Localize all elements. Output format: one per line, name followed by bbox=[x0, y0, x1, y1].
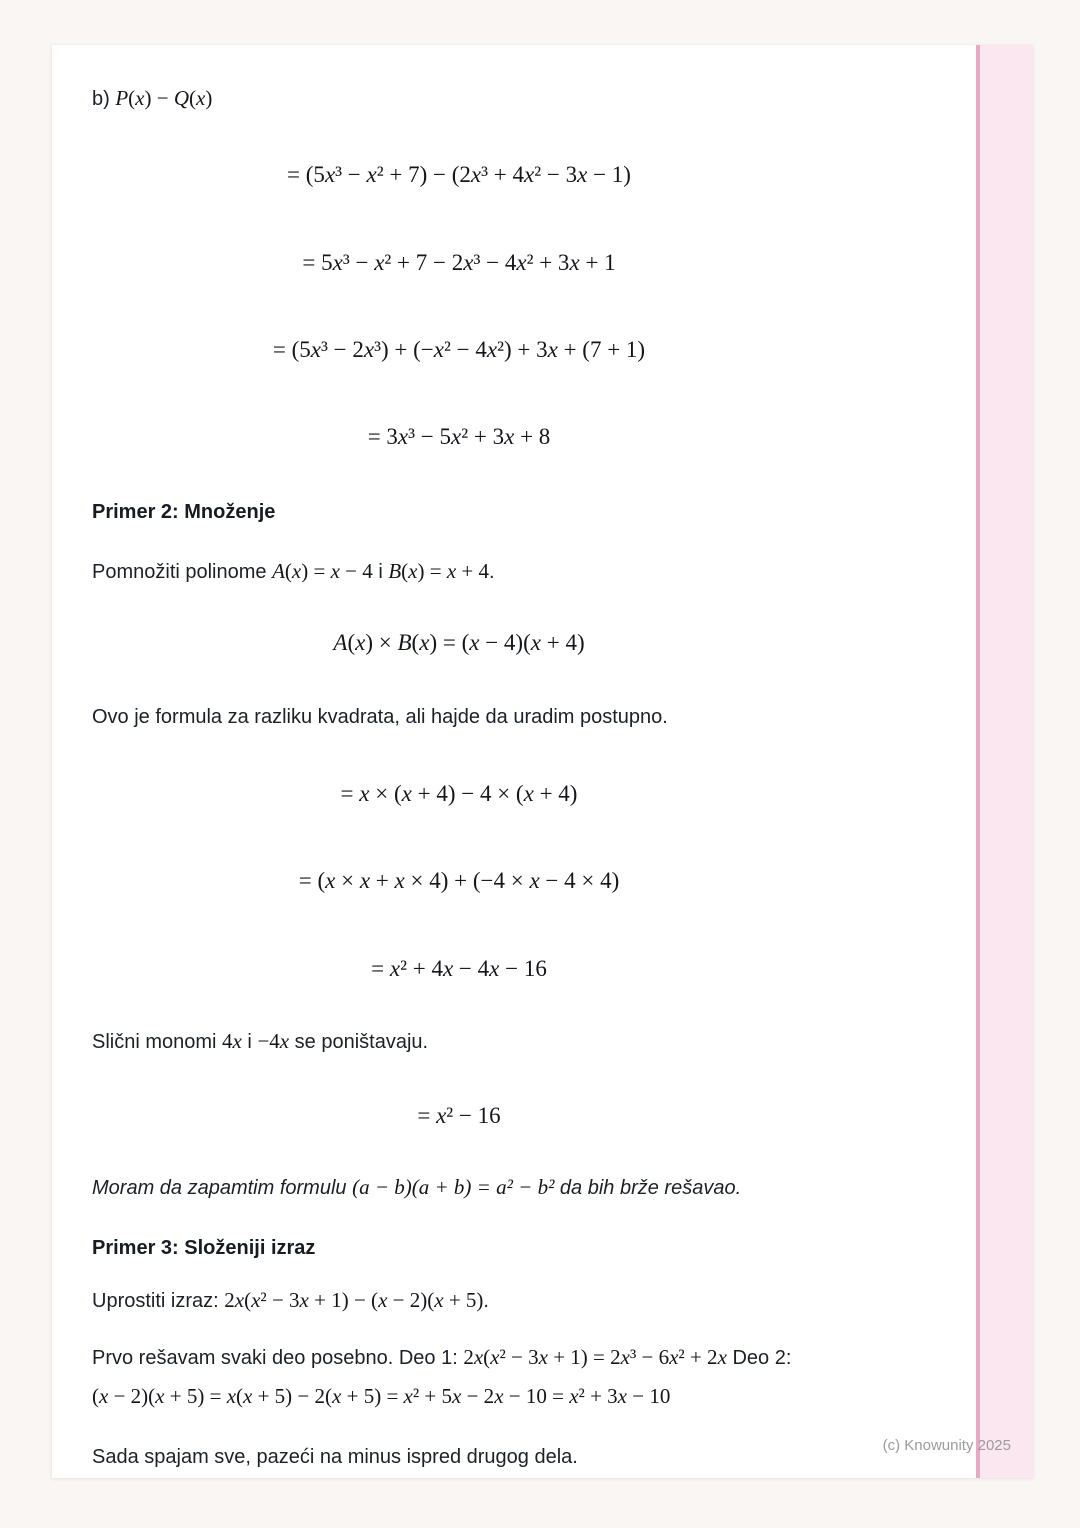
inline-text: . bbox=[483, 1290, 489, 1312]
paragraph-sada-spajam: Sada spajam sve, pazeći na minus ispred drugog dela. bbox=[92, 1446, 578, 1468]
equation-subtraction-step-2: = 5x³ − x² + 7 − 2x³ − 4x² + 3x + 1 bbox=[302, 250, 616, 275]
equation-multiplication-step-1: = x × (x + 4) − 4 × (x + 4) bbox=[340, 781, 578, 806]
paragraph-uprostiti bbox=[92, 1285, 933, 1316]
equation-multiplication-setup: A(x) × B(x) = (x − 4)(x + 4) bbox=[333, 630, 585, 655]
inline-text: Deo 2: bbox=[726, 1347, 792, 1369]
inline-math: P(x) − Q(x) bbox=[115, 86, 213, 110]
inline-math: (a − b)(a + b) = a² − b² bbox=[352, 1175, 555, 1199]
inline-math: 2x(x² − 3x + 1) = 2x³ − 6x² + 2x bbox=[463, 1345, 727, 1369]
inline-math: B(x) = x + 4 bbox=[388, 559, 489, 583]
inline-text: da bih brže rešavao. bbox=[554, 1177, 742, 1199]
equation-subtraction-step-1: = (5x³ − x² + 7) − (2x³ + 4x² − 3x − 1) bbox=[287, 162, 631, 187]
equation-subtraction-result: = 3x³ − 5x² + 3x + 8 bbox=[367, 424, 551, 449]
heading-primer-2: Primer 2: Množenje bbox=[92, 501, 276, 523]
inline-text: Moram da zapamtim formulu bbox=[92, 1177, 353, 1199]
heading-primer-3: Primer 3: Složeniji izraz bbox=[92, 1237, 316, 1259]
paragraph-pomnoziti bbox=[92, 556, 933, 587]
inline-text: Uprostiti izraz: bbox=[92, 1290, 225, 1312]
equation-multiplication-step-3: = x² + 4x − 4x − 16 bbox=[371, 956, 547, 981]
equation-multiplication-step-2: = (x × x + x × 4) + (−4 × x − 4 × 4) bbox=[298, 868, 620, 893]
inline-text: i bbox=[372, 561, 389, 583]
copyright-watermark: (c) Knowunity 2025 bbox=[882, 1437, 1011, 1454]
inline-text: Slični monomi bbox=[92, 1031, 223, 1053]
paragraph-slicni-monomi bbox=[92, 1026, 933, 1057]
inline-text: se poništavaju. bbox=[289, 1031, 429, 1053]
equation-subtraction-step-3: = (5x³ − 2x³) + (−x² − 4x²) + 3x + (7 + 1) bbox=[272, 337, 646, 362]
inline-text: Pomnožiti polinome bbox=[92, 561, 273, 583]
note-moram-formula bbox=[92, 1172, 933, 1203]
equation-multiplication-result: = x² − 16 bbox=[417, 1103, 501, 1128]
inline-math: 4x bbox=[222, 1029, 242, 1053]
inline-math: 2x(x² − 3x + 1) − (x − 2)(x + 5) bbox=[224, 1288, 484, 1312]
inline-text: i bbox=[241, 1031, 258, 1053]
inline-text: b) bbox=[92, 88, 116, 110]
document-page bbox=[52, 45, 1033, 1478]
paragraph-ovo-formula: Ovo je formula za razliku kvadrata, ali hajde da uradim postupno. bbox=[92, 706, 668, 728]
paragraph-prvo-resavam-line-1 bbox=[92, 1342, 933, 1373]
inline-math: A(x) = x − 4 bbox=[272, 559, 373, 583]
inline-math: (x − 2)(x + 5) = x(x + 5) − 2(x + 5) = x² + 5x − 2x − 10 = x² + 3x − 10 bbox=[92, 1384, 671, 1408]
inline-math: −4x bbox=[257, 1029, 290, 1053]
item-b-label bbox=[92, 83, 933, 114]
document-content bbox=[52, 45, 1033, 1472]
paragraph-prvo-resavam-line-2 bbox=[92, 1381, 933, 1412]
inline-text: . bbox=[489, 561, 495, 583]
inline-text: Prvo rešavam svaki deo posebno. Deo 1: bbox=[92, 1347, 464, 1369]
